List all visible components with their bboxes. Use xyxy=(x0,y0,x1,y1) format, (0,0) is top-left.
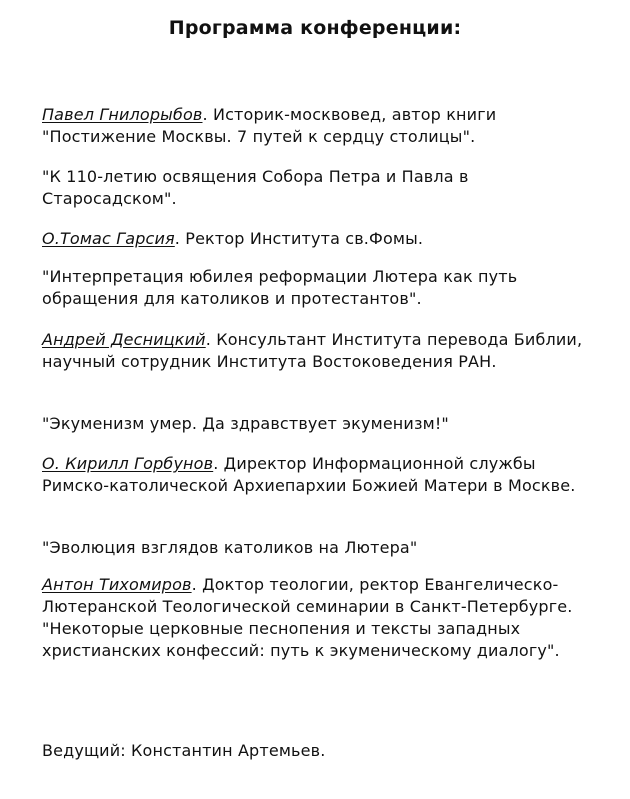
speaker-bio: . Доктор теологии, ректор Евангелическо-Лютеранской Теологической семинарии в Санкт-Петербурге. "Некоторые церковные песнопения и тексты западных христианских конфессий: путь к экуменическому диалогу". xyxy=(42,575,573,660)
host-line: Ведущий: Константин Артемьев. xyxy=(42,741,326,760)
talk-title-4: "Эволюция взглядов католиков на Лютера" xyxy=(42,538,418,557)
speaker-entry-3 xyxy=(42,329,602,373)
speaker-entry-2 xyxy=(42,228,602,250)
speaker-entry-5 xyxy=(42,574,602,662)
speaker-bio: . Директор Информационной службы Римско-католической Архиепархии Божией Матери в Москве. xyxy=(42,454,576,495)
speaker-name: Павел Гнилорыбов xyxy=(42,105,203,124)
speaker-name: О.Томас Гарсия xyxy=(42,229,175,248)
speaker-name: Андрей Десницкий xyxy=(42,330,206,349)
talk-title-2: "Интерпретация юбилея реформации Лютера как путь обращения для католиков и протестантов". xyxy=(42,267,518,308)
talk-title-3: "Экуменизм умер. Да здравствует экуменизм!" xyxy=(42,414,449,433)
page-title: Программа конференции: xyxy=(168,17,462,39)
speaker-name: Антон Тихомиров xyxy=(42,575,192,594)
speaker-bio: . Историк-москвовед, автор книги "Постижение Москвы. 7 путей к сердцу столицы". xyxy=(42,105,497,146)
speaker-bio: . Консультант Института перевода Библии, научный сотрудник Института Востоковедения РАН. xyxy=(42,330,583,371)
speaker-name: О. Кирилл Горбунов xyxy=(42,454,214,473)
speaker-bio: . Ректор Института св.Фомы. xyxy=(174,229,424,248)
speaker-entry-1 xyxy=(42,104,602,148)
talk-title-1: "К 110-летию освящения Собора Петра и Павла в Старосадском". xyxy=(42,167,469,208)
speaker-entry-4 xyxy=(42,453,602,497)
